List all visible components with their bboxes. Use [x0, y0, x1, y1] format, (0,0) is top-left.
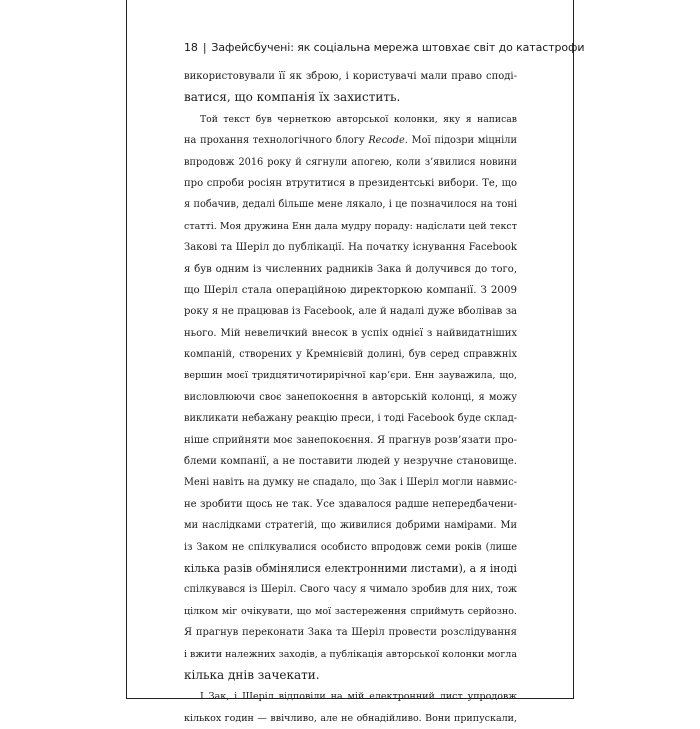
text-line: і вжити належних заходів, а публікація авторської колонки могла — [184, 648, 517, 660]
text-line: викликати небажану реакцію преси, і тоді Facebook буде склад- — [184, 413, 517, 425]
text-line: кілька днів зачекати. — [184, 667, 320, 682]
text-line: Я прагнув переконати Зака та Шеріл провести розслідування — [184, 627, 517, 639]
body-text — [184, 66, 517, 729]
text-line: ватися, що компанія їх захистить. — [184, 90, 401, 105]
blog-name: Recode — [368, 135, 405, 147]
text-line: вершин моєї тридцятичотирирічної кар’єри. Енн зауважила, що, — [184, 370, 517, 382]
text-line: висловлюючи своє занепокоєння в авторській колонці, я можу — [184, 391, 517, 403]
text-line: про спроби росіян втрутитися в президентські вибори. Те, що — [184, 177, 517, 189]
text-line: кілька разів обмінялися електронними листами), а я іноді — [184, 561, 517, 575]
text-line: я був одним із численних радників Зака й долучився до того, — [184, 263, 517, 275]
text-line: Закові та Шеріл до публікації. На початку існування Facebook — [184, 242, 517, 254]
text-line: І Зак, і Шеріл відповіли на мій електронний лист упродовж — [200, 691, 517, 703]
text-line: цілком міг очікувати, що мої застереження сприймуть серйозно. — [184, 605, 517, 617]
text-line: на прохання технологічного блогу Recode. Мої підозри міцніли — [184, 135, 517, 147]
text-line: із Заком не спілкувалися особисто впродовж семи років (лише — [184, 541, 517, 553]
text-line: Мені навіть на думку не спадало, що Зак і Шеріл могли навмис- — [184, 477, 517, 489]
text-line: не зробити щось не так. Усе здавалося радше непередбачени- — [184, 498, 517, 510]
running-head — [184, 41, 584, 54]
text-line: кількох годин — ввічливо, але не обнадійливо. Вони припускали, — [184, 712, 517, 724]
book-title: Зафейсбучені: як соціальна мережа штовхає світ до катастрофи — [211, 41, 585, 54]
text-line: статті. Моя дружина Енн дала мудру пораду: надіслати цей текст — [184, 220, 517, 232]
page-number: 18 — [184, 41, 198, 54]
text-line: використовували її як зброю, і користувачі мали право споді- — [184, 71, 517, 82]
text-line: я побачив, дедалі більше мене лякало, і це позначилося на тоні — [184, 199, 517, 211]
text-line: ніше сприйняти моє занепокоєння. Я прагнув розв’язати про- — [184, 434, 517, 446]
text-line: року я не працював із Facebook, але й надалі дуже вболівав за — [184, 306, 517, 318]
text-line: Той текст був чернеткою авторської колонки, яку я написав — [200, 113, 517, 125]
text-line: спілкувався із Шеріл. Свого часу я чимало зробив для них, тож — [184, 584, 517, 596]
text-line: блеми компанії, а не поставити людей у незручне становище. — [184, 456, 517, 468]
text-line: впродовж 2016 року й сягнули апогею, коли з’явилися новини — [184, 156, 517, 168]
book-page — [126, 0, 585, 724]
text-line: ми наслідками стратегій, що живилися добрими намірами. Ми — [184, 520, 517, 532]
text-line: нього. Мій невеличкий внесок в успіх однієї з найвидатніших — [184, 327, 517, 339]
text-line: компаній, створених у Кремнієвій долині, був серед справжніх — [184, 349, 517, 361]
header-separator: | — [202, 41, 207, 54]
text-line: що Шеріл стала операційною директоркою компанії. З 2009 — [184, 283, 517, 296]
